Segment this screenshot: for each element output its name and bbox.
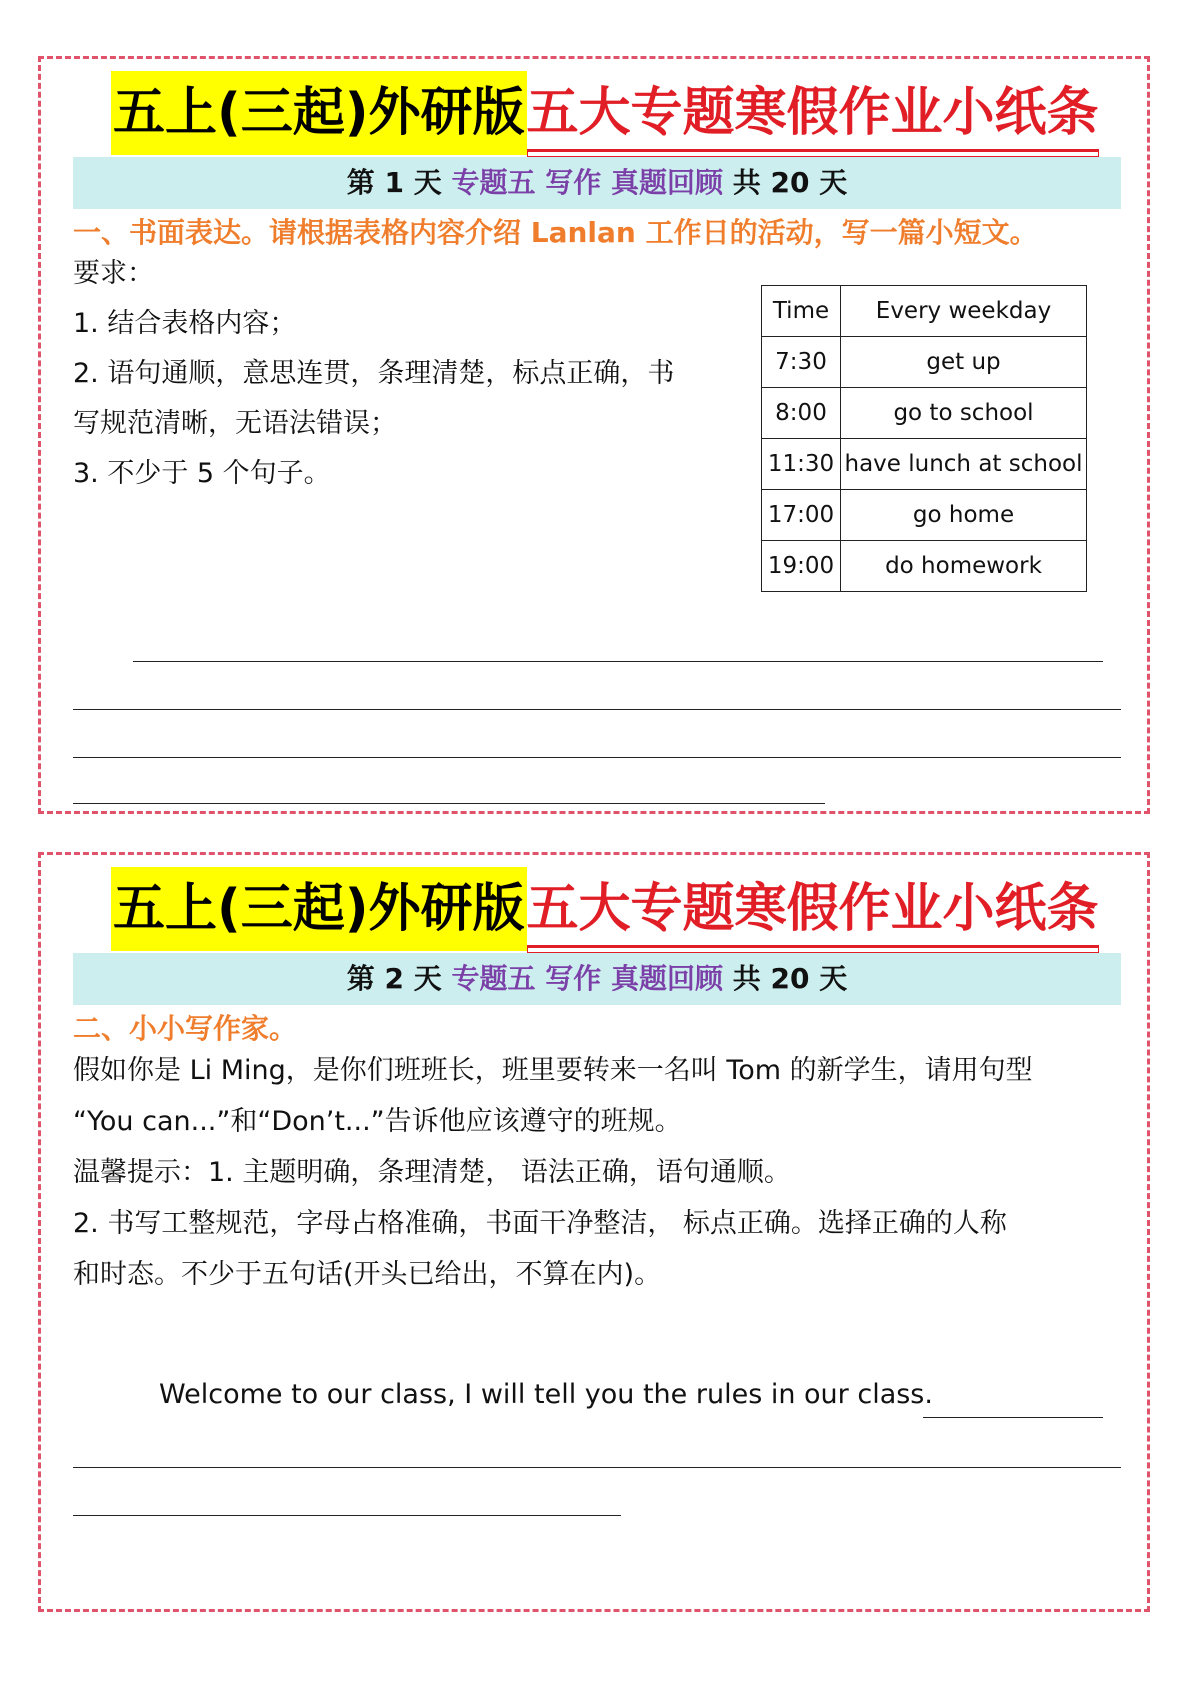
activity-cell: go to school [841,388,1087,439]
table-row [762,541,1087,592]
card-title [111,71,1099,155]
type-label: 写作 [545,166,602,199]
activity-cell: get up [841,337,1087,388]
instruction-line: 假如你是 Li Ming，是你们班班长，班里要转来一名叫 Tom 的新学生，请用句型 [73,1055,1033,1086]
title-highlighted: 五上(三起)外研版 [111,867,527,951]
time-cell: 17:00 [762,490,841,541]
homework-card-day2 [38,852,1150,1612]
instructions [73,1045,1123,1300]
writing-line[interactable] [923,1417,1103,1418]
activity-cell: have lunch at school [841,439,1087,490]
title-red-underlined: 五大专题寒假作业小纸条 [527,873,1099,948]
time-cell: 8:00 [762,388,841,439]
time-cell: 11:30 [762,439,841,490]
writing-line[interactable] [73,803,825,804]
title-highlighted: 五上(三起)外研版 [111,71,527,155]
question-heading: 二、小小写作家。 [73,1012,298,1045]
requirement-line: 写规范清晰，无语法错误； [73,408,397,439]
writing-line[interactable] [73,709,1121,710]
day-band [73,953,1121,1005]
activity-cell: go home [841,490,1087,541]
day-label: 第 1 天 [346,166,442,199]
review-label: 真题回顾 [611,962,724,995]
table-row [762,490,1087,541]
question-heading: 一、书面表达。请根据表格内容介绍 Lanlan 工作日的活动，写一篇小短文。 [73,216,1038,249]
requirement-line: 2. 语句通顺，意思连贯，条理清楚，标点正确，书 [73,358,675,389]
requirement-line: 要求： [73,258,154,289]
time-cell: 7:30 [762,337,841,388]
starter-sentence: Welcome to our class, I will tell you the rules in our class. [159,1379,933,1410]
card-title [111,867,1099,951]
instruction-line: “You can...”和“Don’t...”告诉他应该遵守的班规。 [73,1106,682,1137]
requirement-line: 3. 不少于 5 个句子。 [73,458,331,489]
table-row [762,337,1087,388]
table-header-cell: Time [762,286,841,337]
table-header-cell: Every weekday [841,286,1087,337]
table-row [762,439,1087,490]
topic-label: 专题五 [451,962,536,995]
type-label: 写作 [545,962,602,995]
writing-line[interactable] [73,1467,1121,1468]
title-red-underlined: 五大专题寒假作业小纸条 [527,77,1099,152]
writing-line[interactable] [73,1515,621,1516]
requirements [73,249,674,499]
day-band [73,157,1121,209]
time-cell: 19:00 [762,541,841,592]
requirement-line: 1. 结合表格内容； [73,308,297,339]
table-header-row [762,286,1087,337]
instruction-line: 2. 书写工整规范，字母占格准确，书面干净整洁， 标点正确。选择正确的人称 [73,1208,1007,1239]
writing-line[interactable] [133,661,1103,662]
instruction-line: 和时态。不少于五句话(开头已给出，不算在内)。 [73,1259,662,1290]
homework-card-day1 [38,56,1150,814]
topic-label: 专题五 [451,166,536,199]
schedule-table [761,285,1087,592]
day-label: 第 2 天 [346,962,442,995]
review-label: 真题回顾 [611,166,724,199]
instruction-line: 温馨提示：1. 主题明确，条理清楚， 语法正确，语句通顺。 [73,1157,791,1188]
writing-line[interactable] [73,757,1121,758]
table-row [762,388,1087,439]
total-label: 共 20 天 [732,962,848,995]
total-label: 共 20 天 [732,166,848,199]
activity-cell: do homework [841,541,1087,592]
